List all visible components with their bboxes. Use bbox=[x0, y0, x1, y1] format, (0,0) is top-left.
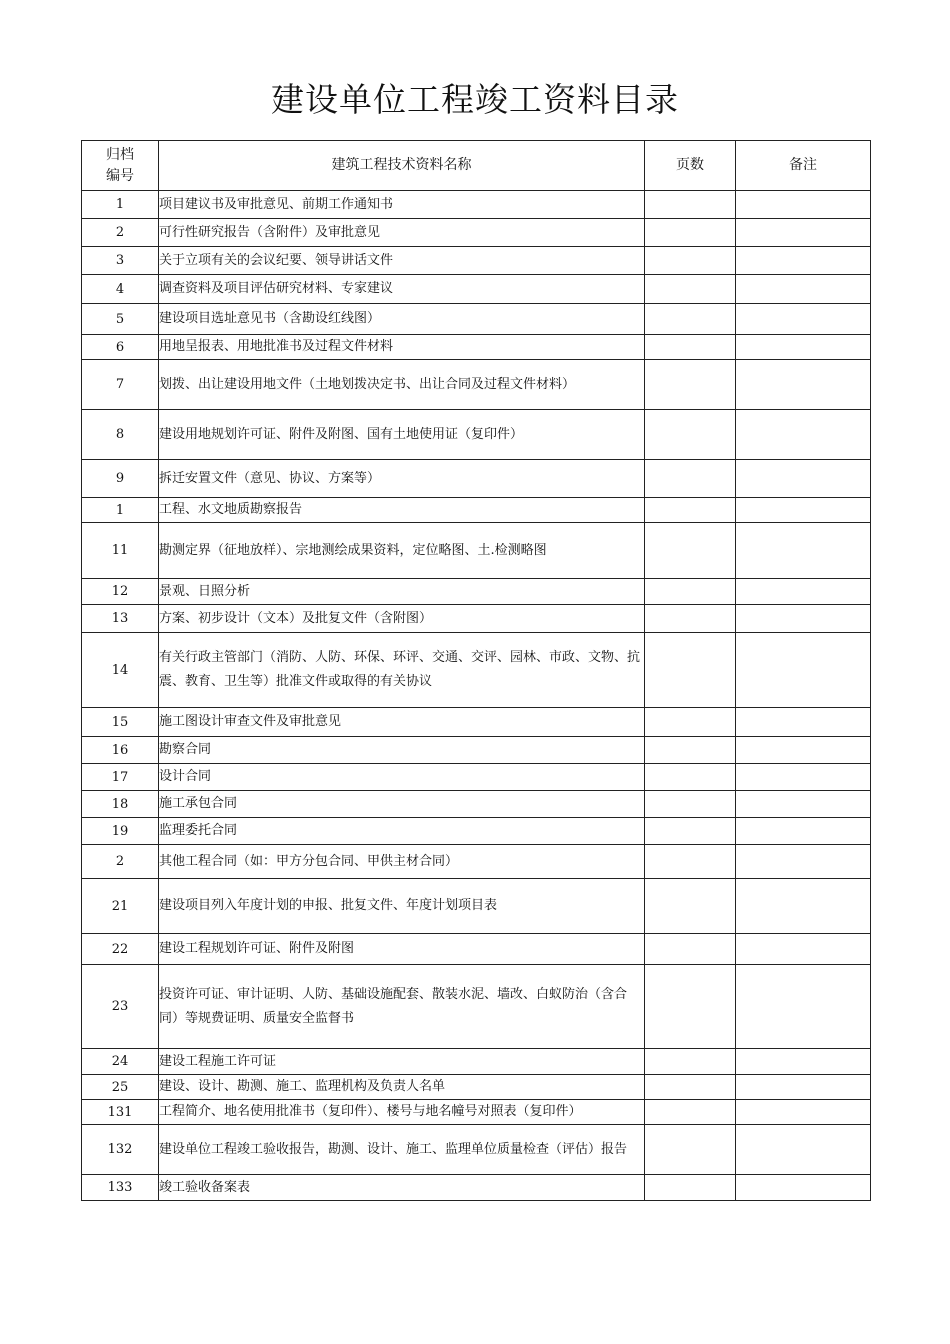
table-row bbox=[82, 737, 871, 764]
row-remark-cell[interactable] bbox=[736, 191, 871, 219]
row-pages-cell[interactable] bbox=[645, 791, 736, 818]
row-remark-cell[interactable] bbox=[736, 360, 871, 410]
row-number: 23 bbox=[82, 965, 159, 1049]
row-number: 22 bbox=[82, 934, 159, 965]
row-number: 25 bbox=[82, 1075, 159, 1100]
row-doc-name: 景观、日照分析 bbox=[159, 579, 645, 605]
row-remark-cell[interactable] bbox=[736, 845, 871, 879]
row-number: 132 bbox=[82, 1125, 159, 1175]
row-remark-cell[interactable] bbox=[736, 1075, 871, 1100]
catalog-table bbox=[81, 140, 871, 1201]
row-remark-cell[interactable] bbox=[736, 879, 871, 934]
table-row bbox=[82, 219, 871, 247]
row-doc-name: 勘测定界（征地放样）、宗地测绘成果资料，定位略图、土.检测略图 bbox=[159, 523, 645, 579]
row-pages-cell[interactable] bbox=[645, 737, 736, 764]
row-number: 16 bbox=[82, 737, 159, 764]
row-pages-cell[interactable] bbox=[645, 523, 736, 579]
row-doc-name: 竣工验收备案表 bbox=[159, 1175, 645, 1201]
row-remark-cell[interactable] bbox=[736, 1049, 871, 1075]
table-row bbox=[82, 965, 871, 1049]
table-row bbox=[82, 191, 871, 219]
row-pages-cell[interactable] bbox=[645, 605, 736, 633]
row-remark-cell[interactable] bbox=[736, 934, 871, 965]
row-doc-name: 设计合同 bbox=[159, 764, 645, 791]
row-pages-cell[interactable] bbox=[645, 1175, 736, 1201]
table-row bbox=[82, 845, 871, 879]
row-remark-cell[interactable] bbox=[736, 1100, 871, 1125]
row-doc-name: 调查资料及项目评估研究材料、专家建议 bbox=[159, 275, 645, 304]
row-doc-name: 工程简介、地名使用批准书（复印件）、楼号与地名幢号对照表（复印件） bbox=[159, 1100, 645, 1125]
header-pages: 页数 bbox=[645, 141, 736, 191]
table-row bbox=[82, 708, 871, 737]
table-row bbox=[82, 410, 871, 460]
row-doc-name: 施工承包合同 bbox=[159, 791, 645, 818]
row-remark-cell[interactable] bbox=[736, 304, 871, 335]
row-pages-cell[interactable] bbox=[645, 818, 736, 845]
row-remark-cell[interactable] bbox=[736, 335, 871, 360]
row-number: 2 bbox=[82, 845, 159, 879]
row-pages-cell[interactable] bbox=[645, 633, 736, 708]
row-number: 5 bbox=[82, 304, 159, 335]
row-remark-cell[interactable] bbox=[736, 275, 871, 304]
table-row bbox=[82, 879, 871, 934]
row-number: 9 bbox=[82, 460, 159, 498]
row-remark-cell[interactable] bbox=[736, 791, 871, 818]
row-number: 13 bbox=[82, 605, 159, 633]
row-number: 8 bbox=[82, 410, 159, 460]
table-row bbox=[82, 934, 871, 965]
row-pages-cell[interactable] bbox=[645, 845, 736, 879]
row-doc-name: 建设工程规划许可证、附件及附图 bbox=[159, 934, 645, 965]
row-pages-cell[interactable] bbox=[645, 360, 736, 410]
table-row bbox=[82, 1125, 871, 1175]
row-remark-cell[interactable] bbox=[736, 219, 871, 247]
table-row bbox=[82, 335, 871, 360]
header-archive-no-line1: 归档 bbox=[106, 146, 134, 163]
row-pages-cell[interactable] bbox=[645, 460, 736, 498]
row-number: 19 bbox=[82, 818, 159, 845]
row-doc-name: 建设项目选址意见书（含勘设红线图） bbox=[159, 304, 645, 335]
row-pages-cell[interactable] bbox=[645, 247, 736, 275]
row-remark-cell[interactable] bbox=[736, 579, 871, 605]
row-remark-cell[interactable] bbox=[736, 633, 871, 708]
row-doc-name: 关于立项有关的会议纪要、领导讲话文件 bbox=[159, 247, 645, 275]
row-number: 1 bbox=[82, 498, 159, 523]
header-archive-no-line2: 编号 bbox=[106, 167, 134, 184]
row-doc-name: 施工图设计审查文件及审批意见 bbox=[159, 708, 645, 737]
table-row bbox=[82, 1100, 871, 1125]
table-row bbox=[82, 247, 871, 275]
row-doc-name: 用地呈报表、用地批准书及过程文件材料 bbox=[159, 335, 645, 360]
table-row bbox=[82, 633, 871, 708]
row-doc-name: 其他工程合同（如：甲方分包合同、甲供主材合同） bbox=[159, 845, 645, 879]
table-row bbox=[82, 1049, 871, 1075]
row-number: 131 bbox=[82, 1100, 159, 1125]
row-doc-name: 建设项目列入年度计划的申报、批复文件、年度计划项目表 bbox=[159, 879, 645, 934]
header-row bbox=[82, 141, 871, 191]
row-remark-cell[interactable] bbox=[736, 498, 871, 523]
row-pages-cell[interactable] bbox=[645, 934, 736, 965]
row-pages-cell[interactable] bbox=[645, 1125, 736, 1175]
row-pages-cell[interactable] bbox=[645, 1075, 736, 1100]
row-doc-name: 划拨、出让建设用地文件（土地划拨决定书、出让合同及过程文件材料） bbox=[159, 360, 645, 410]
row-remark-cell[interactable] bbox=[736, 1125, 871, 1175]
row-doc-name: 拆迁安置文件（意见、协议、方案等） bbox=[159, 460, 645, 498]
row-number: 12 bbox=[82, 579, 159, 605]
row-pages-cell[interactable] bbox=[645, 965, 736, 1049]
row-doc-name: 工程、水文地质勘察报告 bbox=[159, 498, 645, 523]
row-number: 17 bbox=[82, 764, 159, 791]
row-number: 15 bbox=[82, 708, 159, 737]
row-number: 7 bbox=[82, 360, 159, 410]
row-pages-cell[interactable] bbox=[645, 191, 736, 219]
row-number: 24 bbox=[82, 1049, 159, 1075]
row-number: 11 bbox=[82, 523, 159, 579]
row-pages-cell[interactable] bbox=[645, 219, 736, 247]
row-number: 14 bbox=[82, 633, 159, 708]
row-number: 21 bbox=[82, 879, 159, 934]
row-remark-cell[interactable] bbox=[736, 247, 871, 275]
row-pages-cell[interactable] bbox=[645, 879, 736, 934]
table-row bbox=[82, 498, 871, 523]
row-pages-cell[interactable] bbox=[645, 498, 736, 523]
row-doc-name: 可行性研究报告（含附件）及审批意见 bbox=[159, 219, 645, 247]
row-doc-name: 投资许可证、审计证明、人防、基础设施配套、散装水泥、墙改、白蚁防治（含合同）等规费证明、质量安全监督书 bbox=[159, 965, 645, 1049]
row-remark-cell[interactable] bbox=[736, 764, 871, 791]
table-row bbox=[82, 460, 871, 498]
row-doc-name: 方案、初步设计（文本）及批复文件（含附图） bbox=[159, 605, 645, 633]
row-number: 3 bbox=[82, 247, 159, 275]
row-number: 1 bbox=[82, 191, 159, 219]
row-doc-name: 建设用地规划许可证、附件及附图、国有土地使用证（复印件） bbox=[159, 410, 645, 460]
row-pages-cell[interactable] bbox=[645, 1100, 736, 1125]
table-row bbox=[82, 523, 871, 579]
row-remark-cell[interactable] bbox=[736, 708, 871, 737]
table-row bbox=[82, 791, 871, 818]
table-row bbox=[82, 304, 871, 335]
row-remark-cell[interactable] bbox=[736, 460, 871, 498]
row-number: 4 bbox=[82, 275, 159, 304]
row-pages-cell[interactable] bbox=[645, 275, 736, 304]
header-remark: 备注 bbox=[736, 141, 871, 191]
row-remark-cell[interactable] bbox=[736, 818, 871, 845]
row-doc-name: 监理委托合同 bbox=[159, 818, 645, 845]
table-row bbox=[82, 818, 871, 845]
row-number: 18 bbox=[82, 791, 159, 818]
row-remark-cell[interactable] bbox=[736, 965, 871, 1049]
row-remark-cell[interactable] bbox=[736, 605, 871, 633]
header-archive-no bbox=[82, 141, 159, 191]
row-doc-name: 勘察合同 bbox=[159, 737, 645, 764]
table-row bbox=[82, 1175, 871, 1201]
header-doc-name: 建筑工程技术资料名称 bbox=[159, 141, 645, 191]
row-number: 2 bbox=[82, 219, 159, 247]
row-pages-cell[interactable] bbox=[645, 579, 736, 605]
row-doc-name: 有关行政主管部门（消防、人防、环保、环评、交通、交评、园林、市政、文物、抗震、教育、卫生等）批准文件或取得的有关协议 bbox=[159, 633, 645, 708]
row-remark-cell[interactable] bbox=[736, 523, 871, 579]
row-pages-cell[interactable] bbox=[645, 708, 736, 737]
row-pages-cell[interactable] bbox=[645, 764, 736, 791]
table-row bbox=[82, 579, 871, 605]
row-doc-name: 建设单位工程竣工验收报告，勘测、设计、施工、监理单位质量检查（评估）报告 bbox=[159, 1125, 645, 1175]
row-remark-cell[interactable] bbox=[736, 410, 871, 460]
table-row bbox=[82, 275, 871, 304]
table-row bbox=[82, 764, 871, 791]
row-doc-name: 建设工程施工许可证 bbox=[159, 1049, 645, 1075]
row-doc-name: 项目建议书及审批意见、前期工作通知书 bbox=[159, 191, 645, 219]
row-remark-cell[interactable] bbox=[736, 737, 871, 764]
row-number: 6 bbox=[82, 335, 159, 360]
document-title: 建设单位工程竣工资料目录 bbox=[271, 80, 679, 119]
row-pages-cell[interactable] bbox=[645, 335, 736, 360]
row-pages-cell[interactable] bbox=[645, 410, 736, 460]
row-pages-cell[interactable] bbox=[645, 304, 736, 335]
row-remark-cell[interactable] bbox=[736, 1175, 871, 1201]
row-pages-cell[interactable] bbox=[645, 1049, 736, 1075]
table-row bbox=[82, 360, 871, 410]
table-row bbox=[82, 605, 871, 633]
table-row bbox=[82, 1075, 871, 1100]
row-doc-name: 建设、设计、勘测、施工、监理机构及负责人名单 bbox=[159, 1075, 645, 1100]
row-number: 133 bbox=[82, 1175, 159, 1201]
